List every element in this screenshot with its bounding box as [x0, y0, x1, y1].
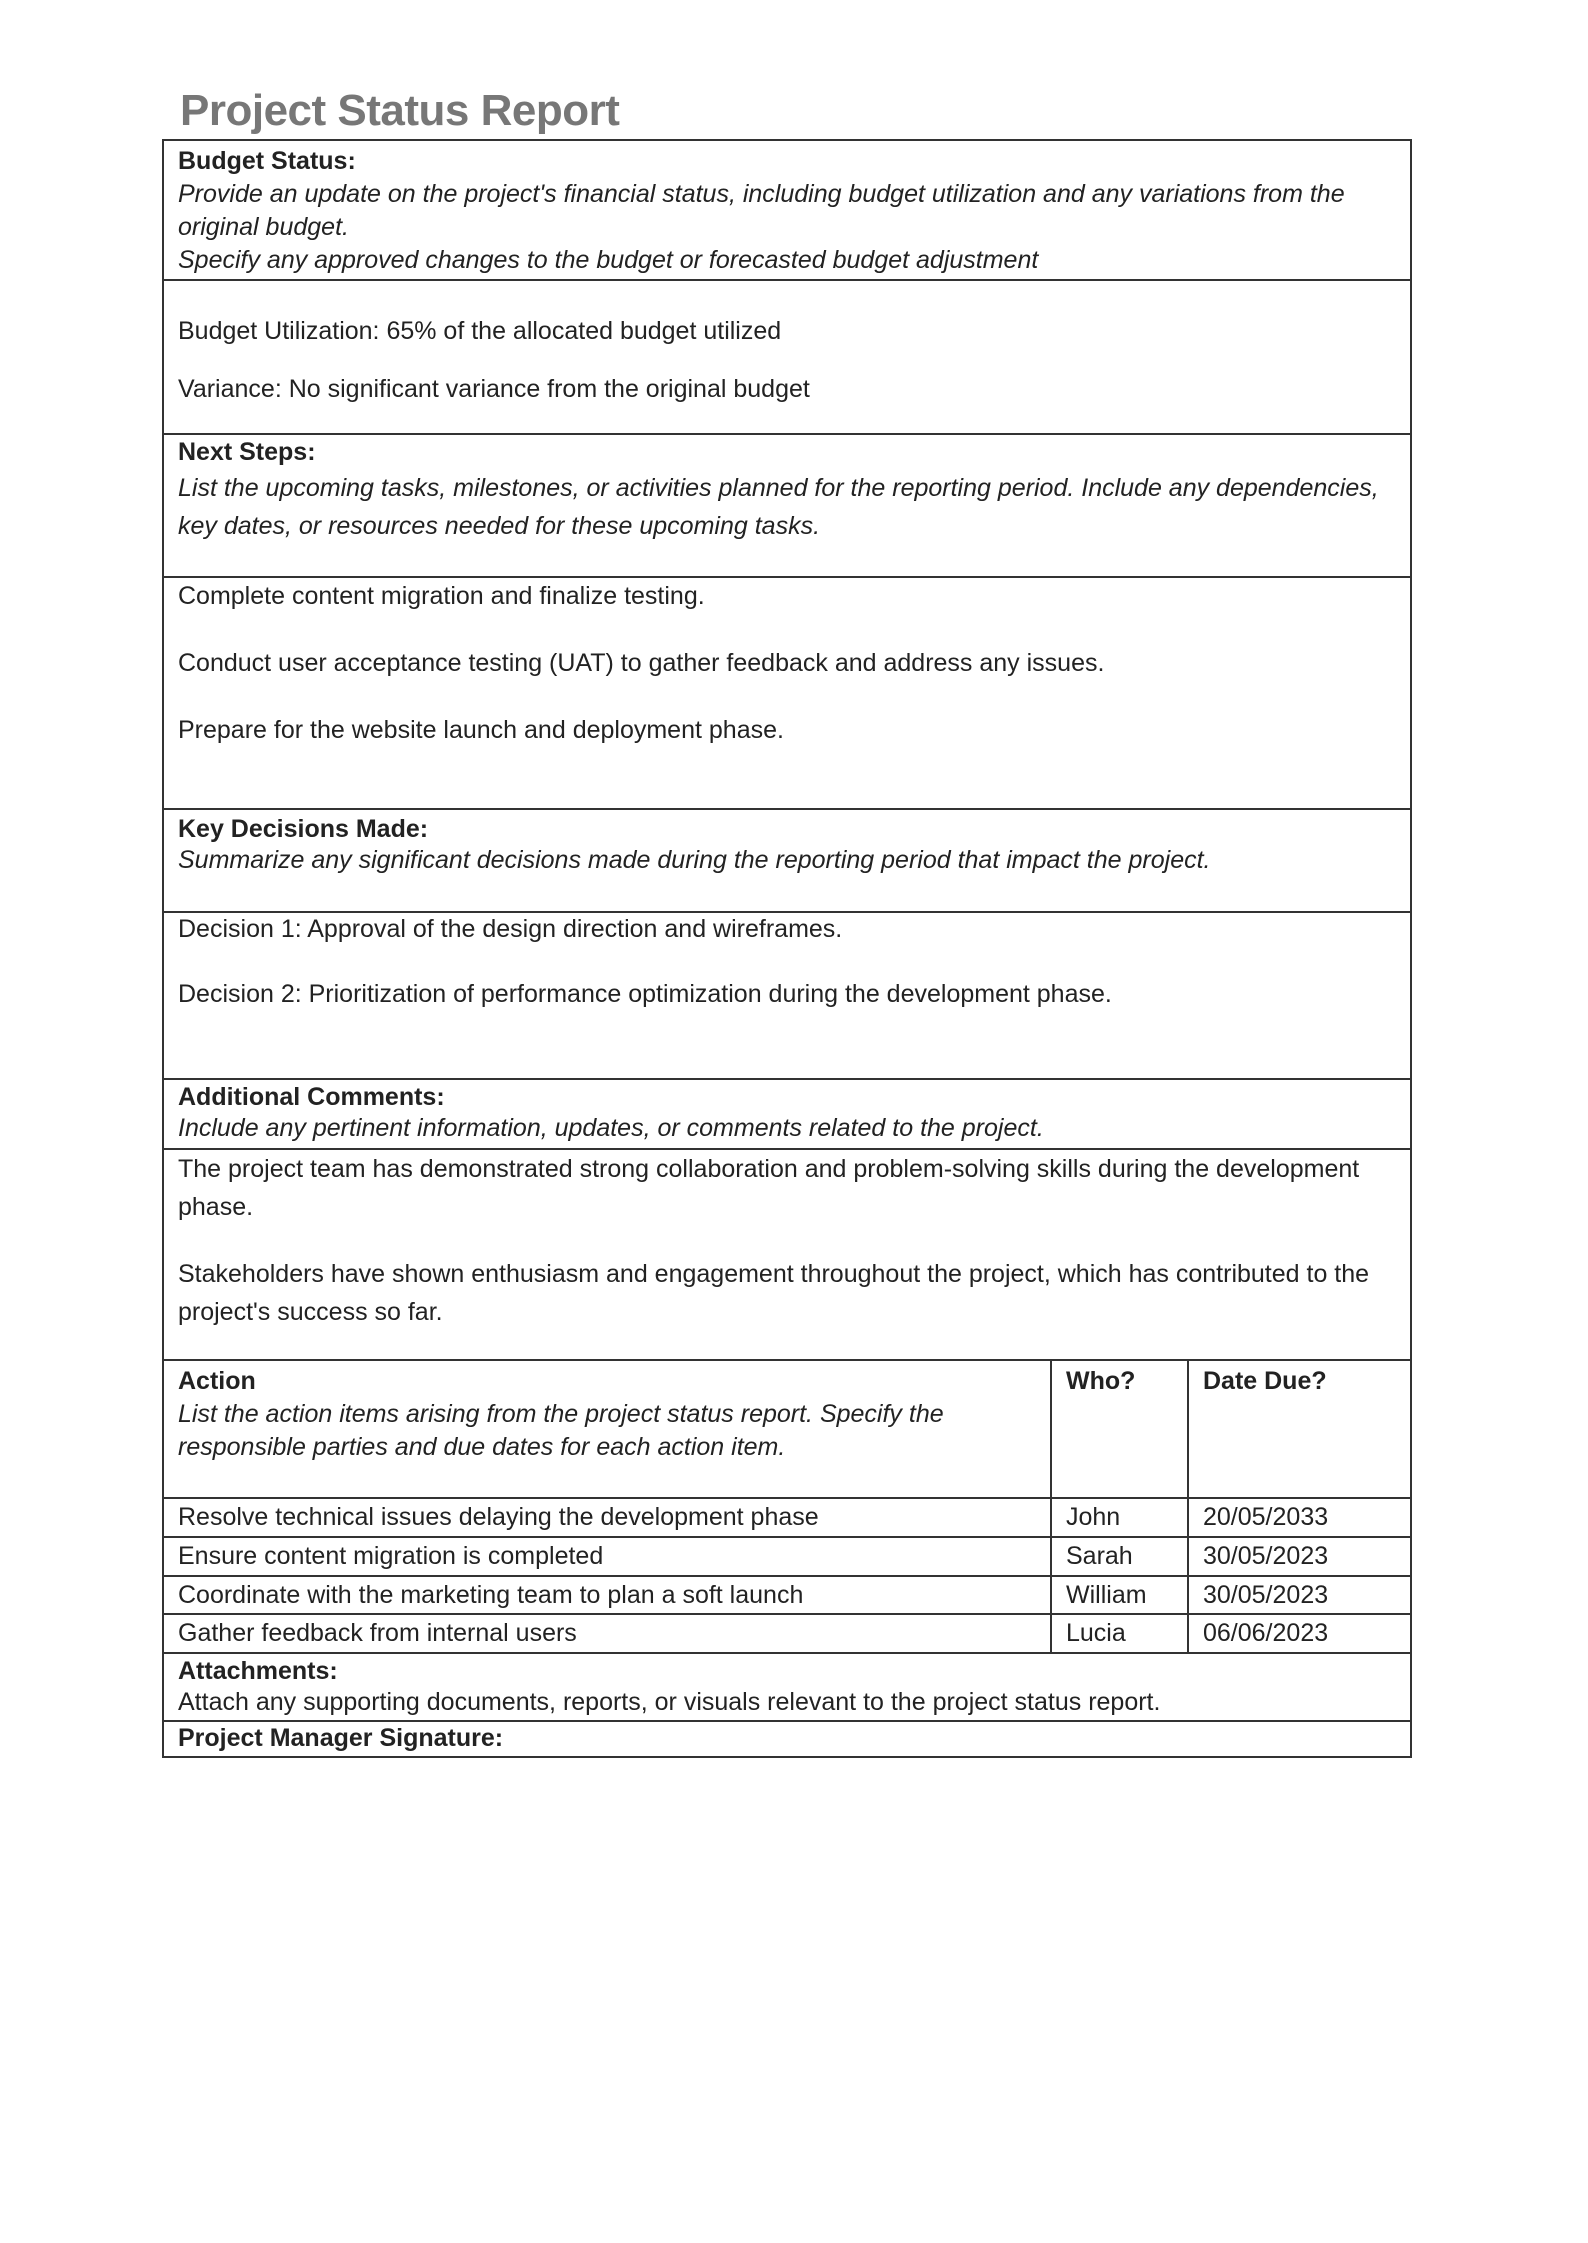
who-cell[interactable]: Sarah: [1051, 1537, 1188, 1576]
action-cell[interactable]: Resolve technical issues delaying the development phase: [163, 1498, 1051, 1537]
decision-item[interactable]: Decision 1: Approval of the design direction and wireframes.: [178, 915, 843, 943]
comment-item[interactable]: Stakeholders have shown enthusiasm and engagement throughout the project, which has contributed to the project's success so far.: [178, 1260, 1370, 1326]
next-step-item[interactable]: Conduct user acceptance testing (UAT) to gather feedback and address any issues.: [178, 649, 1105, 677]
decisions-header-row: [163, 809, 1411, 912]
decisions-instructions: Summarize any significant decisions made during the reporting period that impact the project.: [178, 846, 1211, 874]
action-column-header: Action: [178, 1367, 256, 1395]
decisions-heading: Key Decisions Made:: [178, 815, 429, 843]
action-cell[interactable]: Gather feedback from internal users: [163, 1614, 1051, 1653]
comments-content-row: [163, 1149, 1411, 1360]
action-row: [163, 1498, 1411, 1537]
action-row: [163, 1576, 1411, 1614]
who-column-header: Who?: [1051, 1360, 1188, 1498]
action-row: [163, 1537, 1411, 1576]
budget-header-row: [163, 140, 1411, 280]
date-cell[interactable]: 30/05/2023: [1188, 1537, 1411, 1576]
page-title: Project Status Report: [180, 86, 620, 135]
decision-item[interactable]: Decision 2: Prioritization of performance optimization during the development phase.: [178, 980, 1112, 1008]
attachments-heading: Attachments:: [178, 1657, 338, 1685]
who-cell[interactable]: John: [1051, 1498, 1188, 1537]
action-row: [163, 1614, 1411, 1653]
comments-instructions: Include any pertinent information, updates, or comments related to the project.: [178, 1114, 1044, 1142]
budget-instructions: Provide an update on the project's financial status, including budget utilization and any variations from the original budget.: [178, 180, 1345, 241]
actions-instructions: List the action items arising from the project status report. Specify the responsible parties and due dates for each action item.: [178, 1400, 944, 1461]
comment-item[interactable]: The project team has demonstrated strong collaboration and problem-solving skills during the development phase.: [178, 1155, 1360, 1221]
date-cell[interactable]: 30/05/2023: [1188, 1576, 1411, 1614]
signature-row: [163, 1721, 1411, 1757]
date-column-header: Date Due?: [1188, 1360, 1411, 1498]
status-report-table: [162, 139, 1412, 1758]
next-step-item[interactable]: Complete content migration and finalize testing.: [178, 582, 705, 610]
who-cell[interactable]: William: [1051, 1576, 1188, 1614]
budget-utilization[interactable]: Budget Utilization: 65% of the allocated budget utilized: [178, 317, 782, 345]
next-steps-heading: Next Steps:: [178, 438, 316, 466]
next-steps-content-row: [163, 577, 1411, 809]
who-cell[interactable]: Lucia: [1051, 1614, 1188, 1653]
comments-header-row: [163, 1079, 1411, 1149]
budget-variance[interactable]: Variance: No significant variance from the original budget: [178, 375, 810, 403]
budget-instructions-2: Specify any approved changes to the budget or forecasted budget adjustment: [178, 246, 1039, 274]
budget-heading: Budget Status:: [178, 147, 356, 175]
decisions-content-row: [163, 912, 1411, 1079]
attachments-row: [163, 1653, 1411, 1721]
next-steps-header-row: [163, 434, 1411, 577]
next-steps-instructions: List the upcoming tasks, milestones, or activities planned for the reporting period. Include any dependencies, key dates, or resources needed for these upcoming tasks.: [178, 474, 1379, 540]
budget-content-row: [163, 280, 1411, 434]
attachments-instructions: Attach any supporting documents, reports, or visuals relevant to the project status report.: [178, 1688, 1161, 1716]
actions-header-row: [163, 1360, 1411, 1498]
date-cell[interactable]: 20/05/2033: [1188, 1498, 1411, 1537]
comments-heading: Additional Comments:: [178, 1083, 445, 1111]
date-cell[interactable]: 06/06/2023: [1188, 1614, 1411, 1653]
next-step-item[interactable]: Prepare for the website launch and deployment phase.: [178, 716, 784, 744]
action-cell[interactable]: Ensure content migration is completed: [163, 1537, 1051, 1576]
action-cell[interactable]: Coordinate with the marketing team to plan a soft launch: [163, 1576, 1051, 1614]
signature-heading[interactable]: Project Manager Signature:: [178, 1724, 504, 1752]
